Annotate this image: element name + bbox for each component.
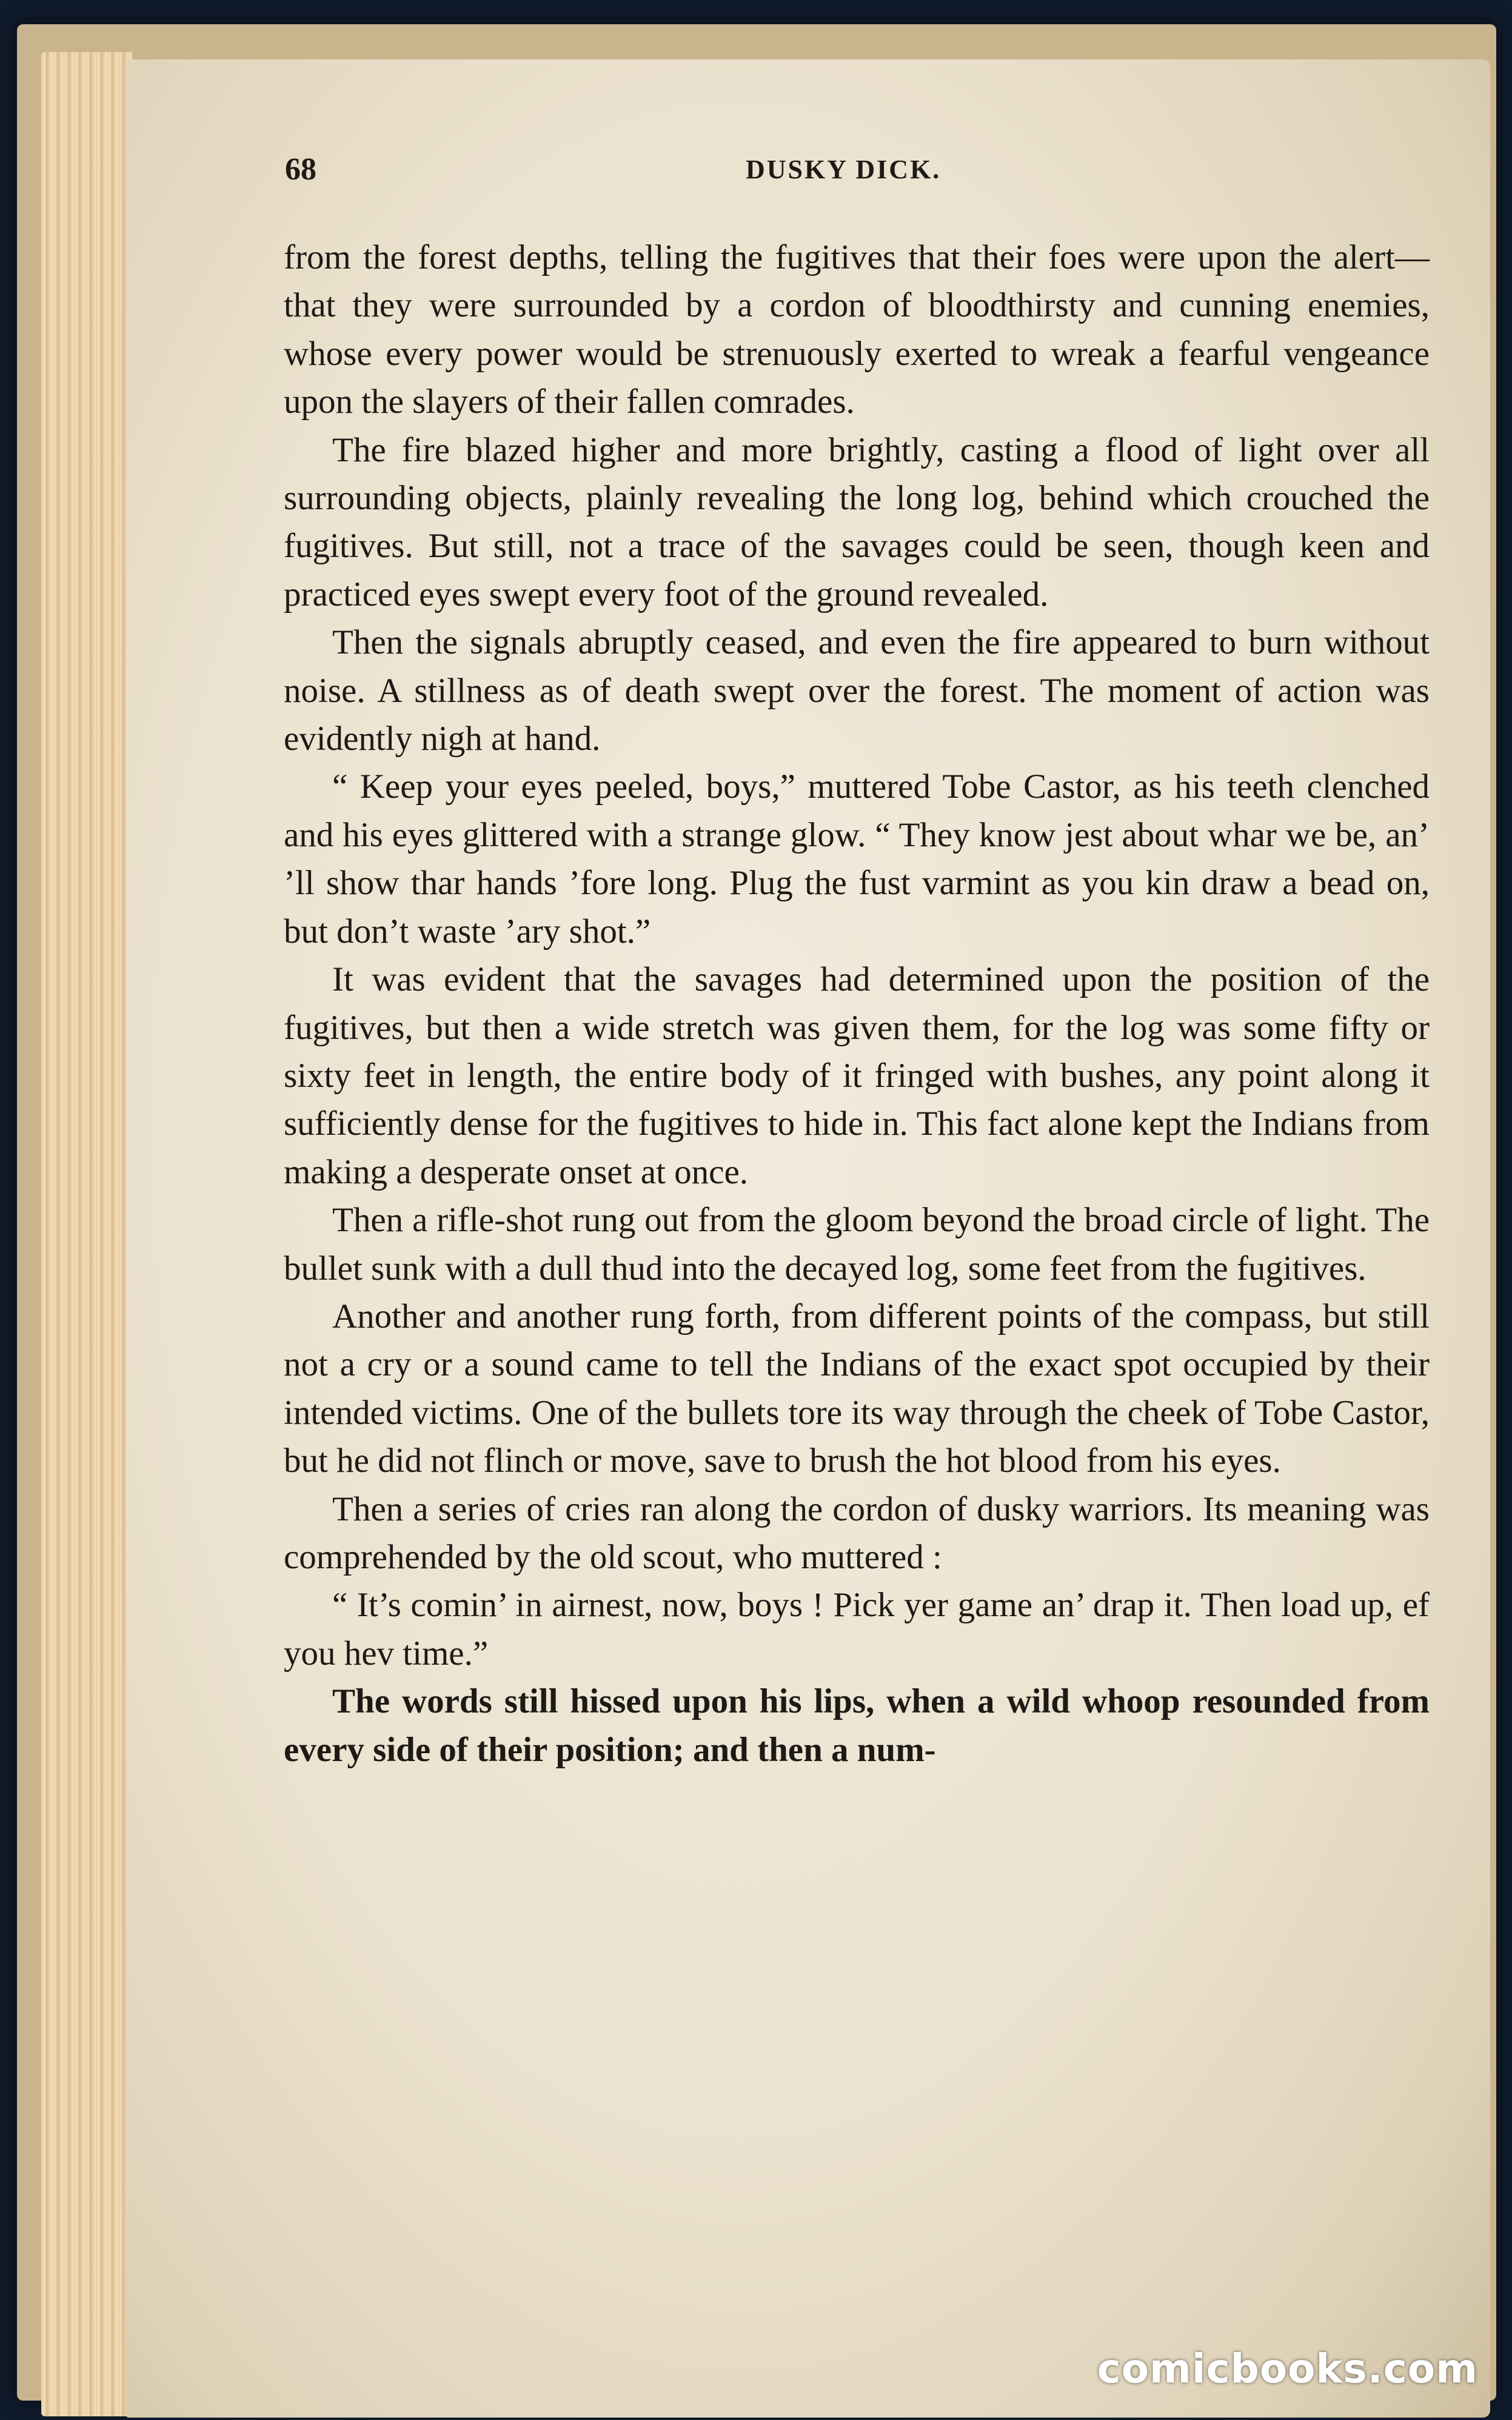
paragraph: Then a rifle-shot rung out from the gloom beyond the broad circle of light. The bullet sunk with a dull thud into the decayed log, some feet from the fugitives. <box>284 1201 1430 1288</box>
page-number: 68 <box>285 152 316 187</box>
running-head <box>285 152 1437 188</box>
paragraph: Another and another rung forth, from different points of the compass, but still not a cry or a sound came to tell the Indians of the exact spot occupied by their intended victims. One of the bullets tore its way through the cheek of Tobe Castor, but he did not flinch or move, save to brush the hot blood from his eyes. <box>284 1297 1430 1480</box>
paragraph: “ Keep your eyes peeled, boys,” muttered Tobe Castor, as his teeth clenched and his eyes glittered with a strange glow. “ They know jest about whar we be, an’ ’ll show thar hands ’fore long. Plug the fust varmint as you kin draw a bead on, but don’t waste ’ary shot.” <box>284 767 1430 951</box>
watermark: comicbooks.com <box>1097 2345 1478 2392</box>
paragraph: Then a series of cries ran along the cordon of dusky warriors. Its meaning was comprehended by the old scout, who muttered : <box>284 1489 1430 1576</box>
paragraph: It was evident that the savages had determined upon the position of the fugitives, but then a wide stretch was given them, for the log was some fifty or sixty feet in length, the entire body of it fringed with bushes, any point along it sufficiently dense for the fugitives to hide in. This fact alone kept the Indians from making a desperate onset at once. <box>284 960 1430 1191</box>
body-text <box>284 233 1430 1774</box>
page-edges <box>41 52 132 2416</box>
paragraph: Then the signals abruptly ceased, and even the fire appeared to burn without noise. A stillness as of death swept over the forest. The moment of action was evidently nigh at hand. <box>284 623 1430 758</box>
paragraph: The fire blazed higher and more brightly, casting a flood of light over all surrounding objects, plainly revealing the long log, behind which crouched the fugitives. But still, not a trace of the savages could be seen, though keen and practiced eyes swept every foot of the ground revealed. <box>284 430 1430 613</box>
paragraph: “ It’s comin’ in airnest, now, boys ! Pick yer game an’ drap it. Then load up, ef you hev time.” <box>284 1586 1430 1673</box>
paragraph: The words still hissed upon his lips, when a wild whoop resounded from every side of their position; and then a num- <box>284 1682 1430 1769</box>
paragraph: from the forest depths, telling the fugitives that their foes were upon the alert—that they were surrounded by a cordon of bloodthirsty and cunning enemies, whose every power would be strenuously exerted to wreak a fearful vengeance upon the slayers of their fallen comrades. <box>284 238 1430 421</box>
running-title: DUSKY DICK. <box>746 155 942 184</box>
